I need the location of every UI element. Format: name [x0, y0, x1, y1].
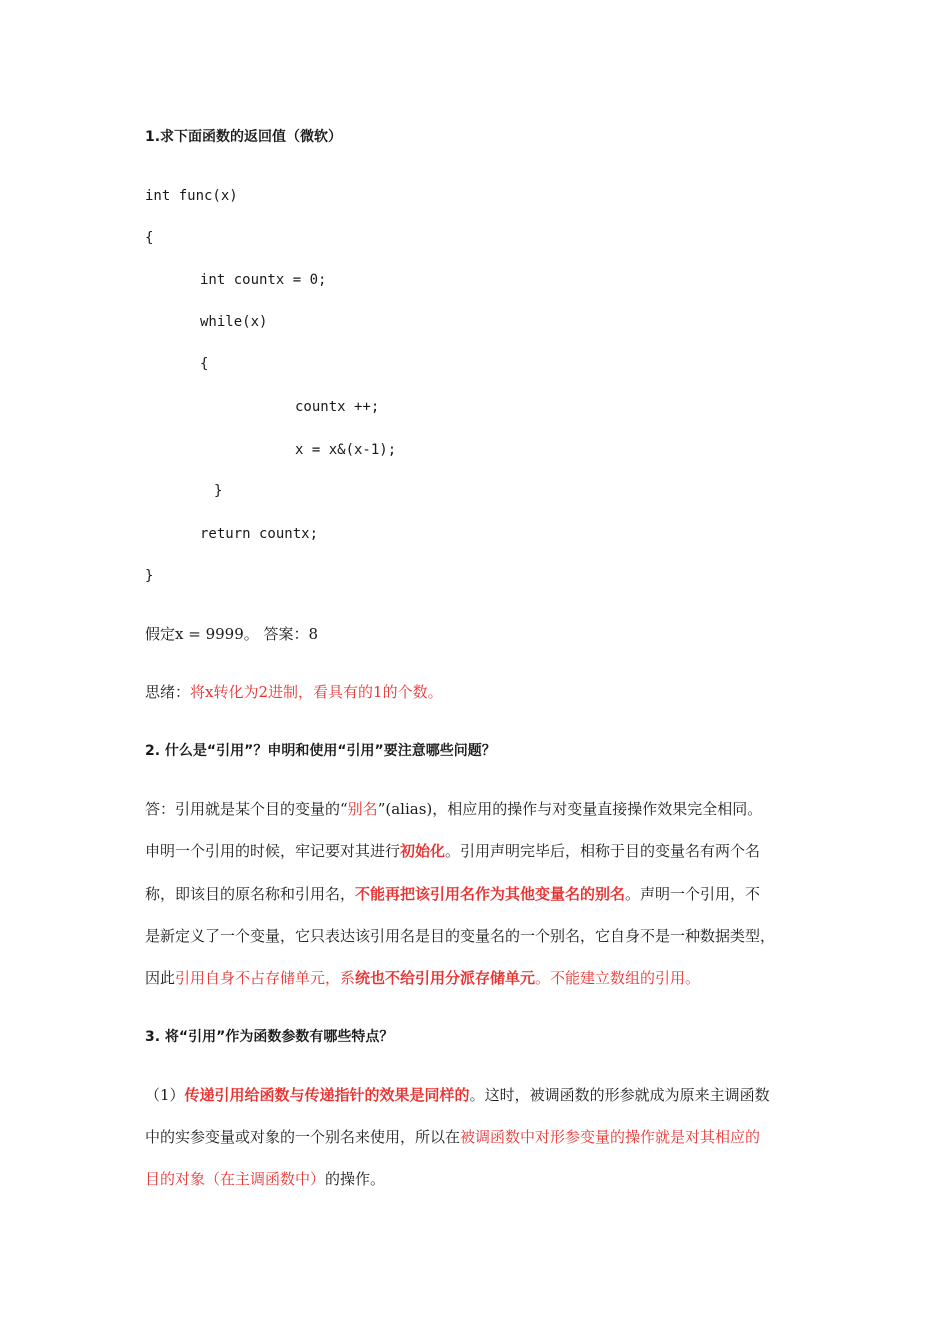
- code-line: }: [145, 568, 154, 584]
- code-line: int countx = 0;: [200, 272, 327, 288]
- question-2-title: 2. 什么是“引用”？申明和使用“引用”要注意哪些问题？: [145, 743, 496, 759]
- answer-3-line-2: [145, 1127, 760, 1147]
- highlight-run: 引用自身不占存储单元，系: [175, 969, 356, 987]
- assumption-answer: 假定x = 9999。 答案：8: [145, 625, 319, 643]
- code-line: return countx;: [200, 526, 319, 542]
- text-run: ”(alias)，相应用的操作与对变量直接操作效果完全相同。: [377, 800, 763, 818]
- text-run: 答：引用就是某个目的变量的“: [145, 800, 348, 818]
- code-line: while(x): [200, 314, 268, 330]
- code-line: {: [145, 230, 154, 246]
- answer-2-line-4: 是新定义了一个变量，它只表达该引用名是目的变量名的一个别名，它自身不是一种数据类型，: [145, 927, 776, 945]
- highlight-run: 不能再把该引用名作为其他变量名的别名: [355, 885, 626, 903]
- highlight-run: 别名: [347, 800, 378, 818]
- text-run: 的操作。: [325, 1170, 386, 1188]
- text-run: 。这时，被调函数的形参就成为原来主调函数: [469, 1086, 770, 1104]
- code-line: int func(x): [145, 188, 238, 204]
- text-run: 。声明一个引用，不: [625, 885, 761, 903]
- idea-line: [145, 682, 443, 702]
- text-run: 因此: [145, 969, 176, 987]
- highlight-run: 传递引用给函数与传递指针的效果是同样的: [184, 1086, 470, 1104]
- text-run: （1）: [145, 1086, 185, 1104]
- question-1-title: 1.求下面函数的返回值（微软）: [145, 129, 343, 145]
- highlight-run: 统也不给引用分派存储单元: [355, 969, 536, 987]
- text-run: 称，即该目的原名称和引用名，: [145, 885, 356, 903]
- text-run: 中的实参变量或对象的一个别名来使用，所以在: [145, 1128, 461, 1146]
- code-line: countx ++;: [295, 399, 380, 415]
- answer-2-line-5: [145, 968, 700, 988]
- answer-2-line-1: [145, 799, 762, 819]
- highlight-run: 。不能建立数组的引用。: [535, 969, 701, 987]
- code-line: }: [214, 483, 223, 499]
- highlight-run: 被调函数中对形参变量的操作就是对其相应的: [460, 1128, 761, 1146]
- answer-3-line-3: [145, 1169, 385, 1189]
- answer-2-line-2: [145, 841, 760, 861]
- code-line: {: [200, 356, 209, 372]
- highlight-run: 初始化: [400, 842, 446, 860]
- idea-label: 思绪：: [145, 683, 191, 701]
- text-run: 申明一个引用的时候，牢记要对其进行: [145, 842, 401, 860]
- answer-3-line-1: [145, 1085, 770, 1105]
- answer-2-line-3: [145, 884, 760, 904]
- highlight-run: 目的对象（在主调函数中）: [145, 1170, 326, 1188]
- code-line: x = x&(x-1);: [295, 442, 397, 458]
- idea-text: 将x转化为2进制，看具有的1的个数。: [190, 683, 443, 701]
- text-run: 。引用声明完毕后，相称于目的变量名有两个名: [445, 842, 761, 860]
- question-3-title: 3. 将“引用”作为函数参数有哪些特点？: [145, 1029, 394, 1045]
